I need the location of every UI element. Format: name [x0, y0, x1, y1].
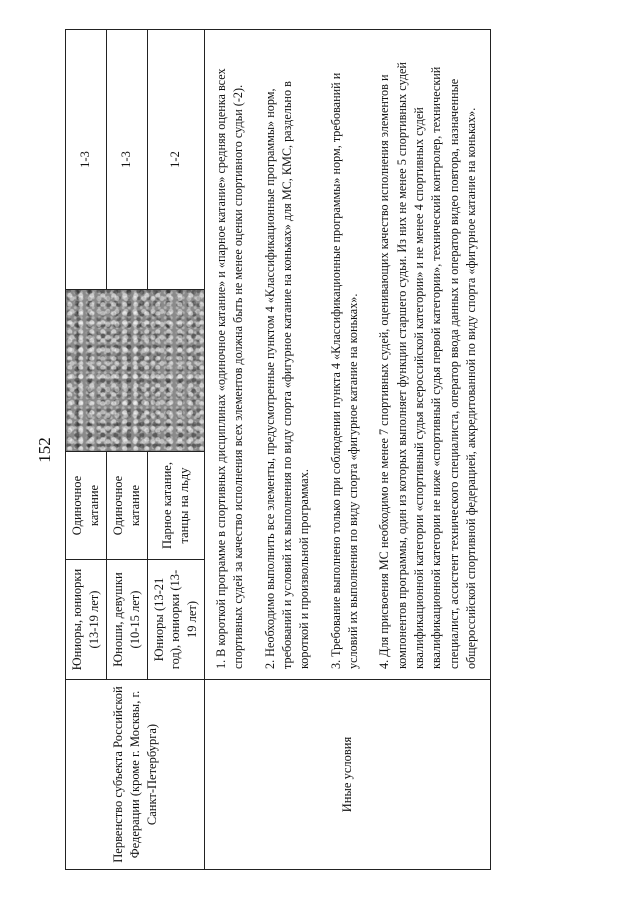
other-conditions-label: Иные условия — [205, 680, 491, 870]
condition-item: 3. Требование выполнено только при соблюдении пункта 4 «Классификационные программы» норм, требований и условий их выполнения по виду спорта «фигурное катание на коньках». — [328, 72, 361, 669]
condition-item: 1. В короткой программе в спортивных дисциплинах «одиночное катание» и «парное катание» средняя оценка всех спортивных судей за качество исполнения всех элементов должна быть не менее оценки спортивного судьи (-2). — [214, 68, 246, 669]
condition-item: 4. Для присвоения МС необходимо не менее 7 спортивных судей, оценивающих качество исполнения элементов и компонентов программы, один из которых выполняет функции старшего судьи. Из них не менее 5 спортивных судей квалификационной категории «спортивный судья всероссийской категории» и не менее 4 спортивных судей квалификационной категории не ниже «спортивный судья первой категории», технический контролер, технический специалист, ассистент технического специалиста, оператор ввода данных и оператор видео повтора, назначенные общероссийской спортивной федерацией, аккредитованной по виду спорта «фигурное катание на коньках». — [377, 62, 479, 669]
condition-item: 2. Необходимо выполнить все элементы, предусмотренные пунктом 4 «Классификационные программы» норм, требований и условий их выполнения по виду спорта «фигурное катание на коньках» для МС, КМС, раздельно в короткой и произвольной программах. — [262, 81, 312, 669]
table-row — [66, 30, 107, 870]
discipline-cell: Парное катание, танцы на льду — [147, 452, 205, 560]
shaded-cell — [66, 290, 205, 452]
age-group-cell: Юниоры, юниорки (13-19 лет) — [66, 560, 107, 680]
place-cell: 1-2 — [147, 30, 205, 290]
place-cell: 1-3 — [106, 30, 147, 290]
discipline-cell: Одиночное катание — [66, 452, 107, 560]
other-conditions-text — [205, 30, 491, 680]
place-cell: 1-3 — [66, 30, 107, 290]
table-row — [205, 30, 491, 870]
event-cell: Первенство субъекта Российской Федерации (кроме г. Москвы, г. Санкт-Петербурга) — [66, 680, 205, 870]
age-group-cell: Юниоры (13-21 год), юниорки (13-19 лет) — [147, 560, 205, 680]
qualification-table — [65, 29, 491, 870]
rotated-page — [35, 30, 615, 870]
discipline-cell: Одиночное катание — [106, 452, 147, 560]
page-number: 152 — [35, 437, 54, 463]
age-group-cell: Юноши, девушки (10-15 лет) — [106, 560, 147, 680]
